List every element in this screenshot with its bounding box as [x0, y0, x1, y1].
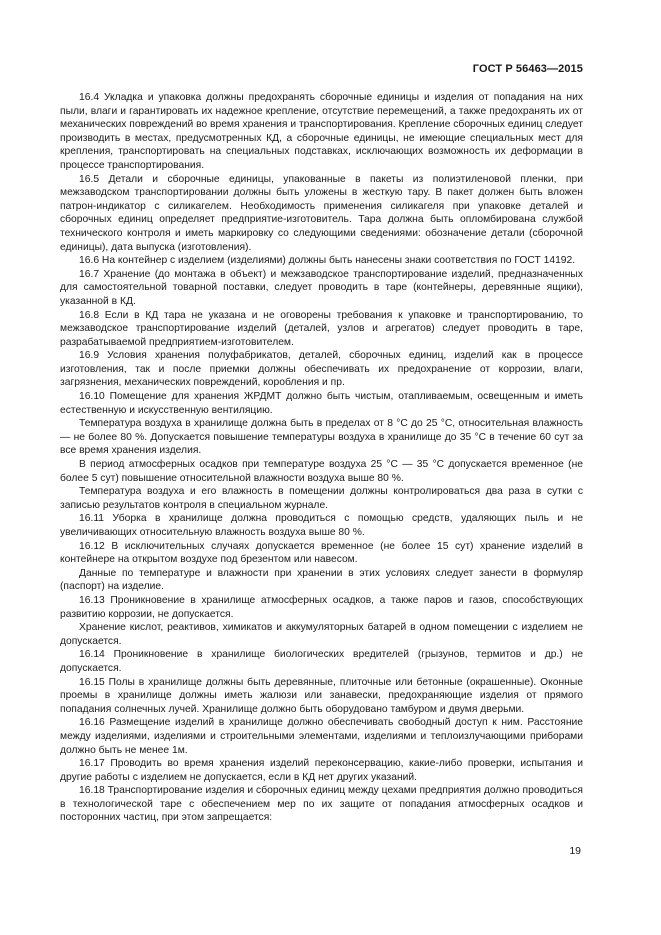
paragraph: Хранение кислот, реактивов, химикатов и аккумуляторных батарей в одном помещении с изделием не допускается.: [60, 622, 583, 647]
document-header: ГОСТ Р 56463—2015: [472, 63, 583, 75]
paragraph: 16.8 Если в КД тара не указана и не оговорены требования к упаковке и транспортированию, то межзаводское транспортирование изделий (деталей, узлов и агрегатов) следует проводить в таре, разрабатываемой предприятием-изготовителем.: [60, 309, 583, 348]
paragraph: 16.14 Проникновение в хранилище биологических вредителей (грызунов, термитов и др.) не допускается.: [60, 649, 583, 674]
paragraph: 16.7 Хранение (до монтажа в объект) и межзаводское транспортирование изделий, предназначенных для самостоятельной товарной поставки, следует проводить в таре (контейнеры, деревянные ящики), указанной в КД.: [60, 268, 583, 307]
paragraph: 16.5 Детали и сборочные единицы, упакованные в пакеты из полиэтиленовой пленки, при межзаводском транспортировании должны быть уложены в жесткую тару. В пакет должен быть вложен патрон-индикатор с силикагелем. Необходимость применения силикагеля при упаковке деталей и сборочных единиц определяет предприятие-изготовитель. Тара должна быть опломбирована службой технического контроля и иметь маркировку со следующими сведениями: обозначение детали (сборочной единицы), дата выпуска (изготовления).: [60, 173, 583, 253]
paragraph: 16.4 Укладка и упаковка должны предохранять сборочные единицы и изделия от попадания на них пыли, влаги и гарантировать их надежное крепление, отсутствие перемещений, а также предохранять их от механических повреждений во время хранения и транспортирования. Крепление сборочных единиц следует производить в местах, предусмотренных КД, а сборочные единицы, не имеющие специальных мест для крепления, транспортировать на специальных подставках, исключающих возможность их деформации в процессе транспортирования.: [60, 92, 583, 171]
document-body: [60, 91, 583, 825]
paragraph: В период атмосферных осадков при температуре воздуха 25 °С — 35 °С допускается временное (не более 5 сут) повышение относительной влажности воздуха выше 80 %.: [60, 459, 583, 484]
paragraph: 16.16 Размещение изделий в хранилище должно обеспечивать свободный доступ к ним. Расстояние между изделиями, изделиями и строительными элементами, изделиями и теплоизлучающими приборами должно быть не менее 1м.: [60, 717, 583, 756]
paragraph: 16.18 Транспортирование изделия и сборочных единиц между цехами предприятия должно проводиться в технологической таре с обеспечением мер по их защите от попадания атмосферных осадков и посторонних частиц, при этом запрещается:: [60, 785, 583, 824]
page-number: 19: [569, 845, 581, 857]
paragraph: 16.6 На контейнер с изделием (изделиями) должны быть нанесены знаки соответствия по ГОСТ 14192.: [79, 255, 576, 267]
paragraph: Температура воздуха и его влажность в помещении должны контролироваться два раза в сутки с записью результатов контроля в специальном журнале.: [60, 486, 583, 511]
paragraph: Температура воздуха в хранилище должна быть в пределах от 8 °С до 25 °С, относительная влажность — не более 80 %. Допускается повышение температуры воздуха в хранилище до 35 °С в течение 60 сут за все время хранения изделия.: [60, 418, 583, 457]
paragraph: 16.13 Проникновение в хранилище атмосферных осадков, а также паров и газов, способствующих развитию коррозии, не допускается.: [60, 594, 583, 620]
paragraph: 16.17 Проводить во время хранения изделий переконсервацию, какие-либо проверки, испытания и другие работы с изделием не допускается, если в КД нет других указаний.: [60, 758, 583, 783]
paragraph: 16.15 Полы в хранилище должны быть деревянные, плиточные или бетонные (окрашенные). Оконные проемы в хранилище должны иметь жалюзи или занавески, предохраняющие изделия от прямого попадания солнечных лучей. Хранилище должно быть оборудовано тамбуром и двумя дверьми.: [60, 676, 583, 715]
paragraph: 16.10 Помещение для хранения ЖРДМТ должно быть чистым, отапливаемым, освещенным и иметь естественную и искусственную вентиляцию.: [60, 391, 583, 416]
paragraph: 16.12 В исключительных случаях допускается временное (не более 15 сут) хранение изделий в контейнере на открытом воздухе под брезентом или навесом.: [60, 540, 583, 566]
paragraph: 16.9 Условия хранения полуфабрикатов, деталей, сборочных единиц, изделий как в процессе изготовления, так и после приемки должны обеспечивать их предохранение от коррозии, влаги, загрязнения, механических повреждений, коробления и пр.: [60, 350, 583, 389]
paragraph: 16.11 Уборка в хранилище должна проводиться с помощью средств, удаляющих пыль и не увеличивающих относительную влажность воздуха выше 80 %.: [60, 513, 583, 538]
paragraph: Данные по температуре и влажности при хранении в этих условиях следует занести в формуляр (паспорт) на изделие.: [60, 567, 583, 593]
